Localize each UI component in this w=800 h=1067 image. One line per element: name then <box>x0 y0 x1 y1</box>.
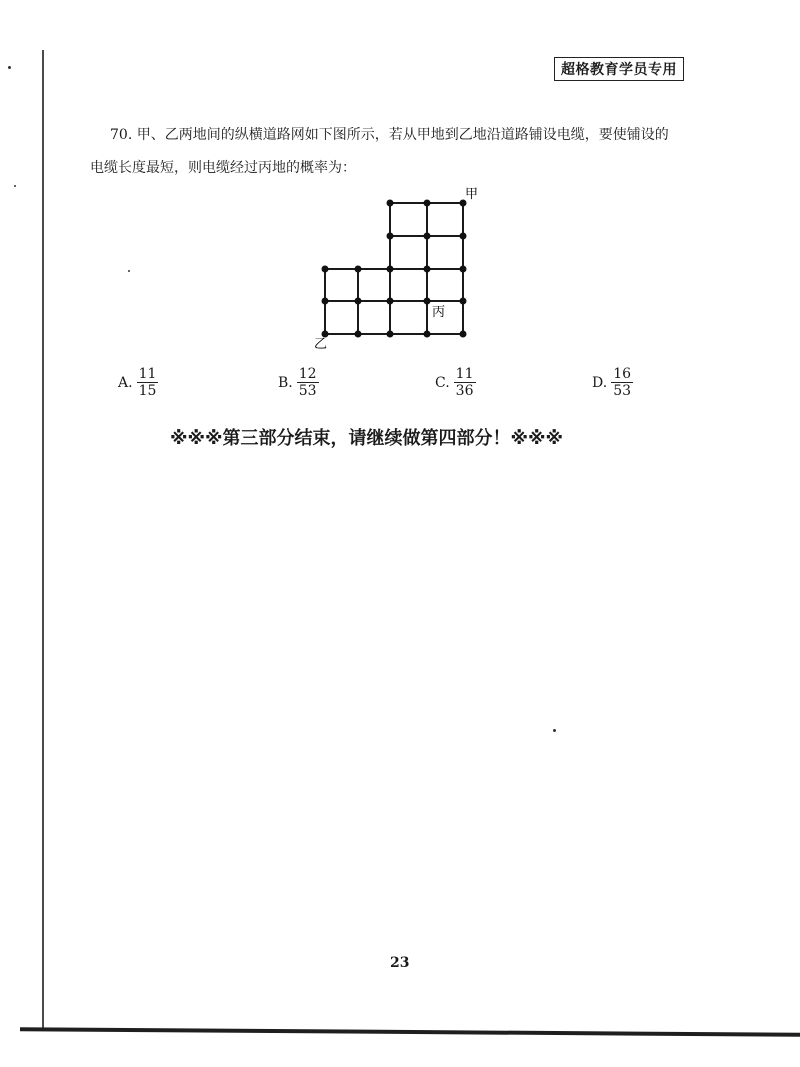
scan-speck <box>14 185 16 187</box>
node <box>355 298 362 305</box>
scan-speck <box>128 270 130 272</box>
numerator: 11 <box>138 366 157 382</box>
denominator: 53 <box>298 383 317 399</box>
scan-speck <box>553 729 556 732</box>
node <box>387 331 394 338</box>
page-edge-line <box>20 1027 800 1036</box>
label-yi: 乙 <box>314 337 328 350</box>
fraction <box>454 366 476 399</box>
node <box>424 298 431 305</box>
option-a[interactable] <box>118 366 158 399</box>
page-number: 23 <box>390 955 410 971</box>
fraction <box>297 366 319 399</box>
node <box>355 331 362 338</box>
numerator: 16 <box>613 366 632 382</box>
node <box>460 233 467 240</box>
node <box>460 298 467 305</box>
numerator: 11 <box>455 366 474 382</box>
option-letter: A. <box>118 374 133 391</box>
question-text-line2: 电缆长度最短，则电缆经过丙地的概率为： <box>90 160 356 176</box>
denominator: 36 <box>455 383 474 399</box>
numerator: 12 <box>298 366 317 382</box>
node <box>387 266 394 273</box>
option-d[interactable] <box>592 366 633 399</box>
node <box>460 331 467 338</box>
fraction <box>611 366 633 399</box>
denominator: 53 <box>613 383 632 399</box>
scan-speck <box>8 66 11 69</box>
node <box>322 266 329 273</box>
denominator: 15 <box>138 383 157 399</box>
section-end-banner: ※※※第三部分结束，请继续做第四部分！※※※ <box>170 428 563 449</box>
margin-line <box>42 50 44 1030</box>
fraction <box>137 366 159 399</box>
question-text-line1: 70. 甲、乙两地间的纵横道路网如下图所示，若从甲地到乙地沿道路铺设电缆，要使铺设的 <box>110 127 669 143</box>
node <box>387 200 394 207</box>
road-network-diagram <box>300 180 500 350</box>
option-letter: B. <box>278 374 293 391</box>
node <box>387 298 394 305</box>
node <box>424 331 431 338</box>
option-b[interactable] <box>278 366 319 399</box>
option-letter: D. <box>592 374 608 391</box>
node <box>460 266 467 273</box>
option-letter: C. <box>435 374 450 391</box>
node <box>355 266 362 273</box>
label-jia: 甲 <box>465 187 479 202</box>
label-bing: 丙 <box>432 305 446 320</box>
node <box>424 266 431 273</box>
header-stamp: 超格教育学员专用 <box>554 57 684 81</box>
option-c[interactable] <box>435 366 476 399</box>
node <box>424 233 431 240</box>
node <box>322 298 329 305</box>
node <box>424 200 431 207</box>
question-70 <box>90 119 700 185</box>
node <box>387 233 394 240</box>
answer-options <box>118 366 678 406</box>
